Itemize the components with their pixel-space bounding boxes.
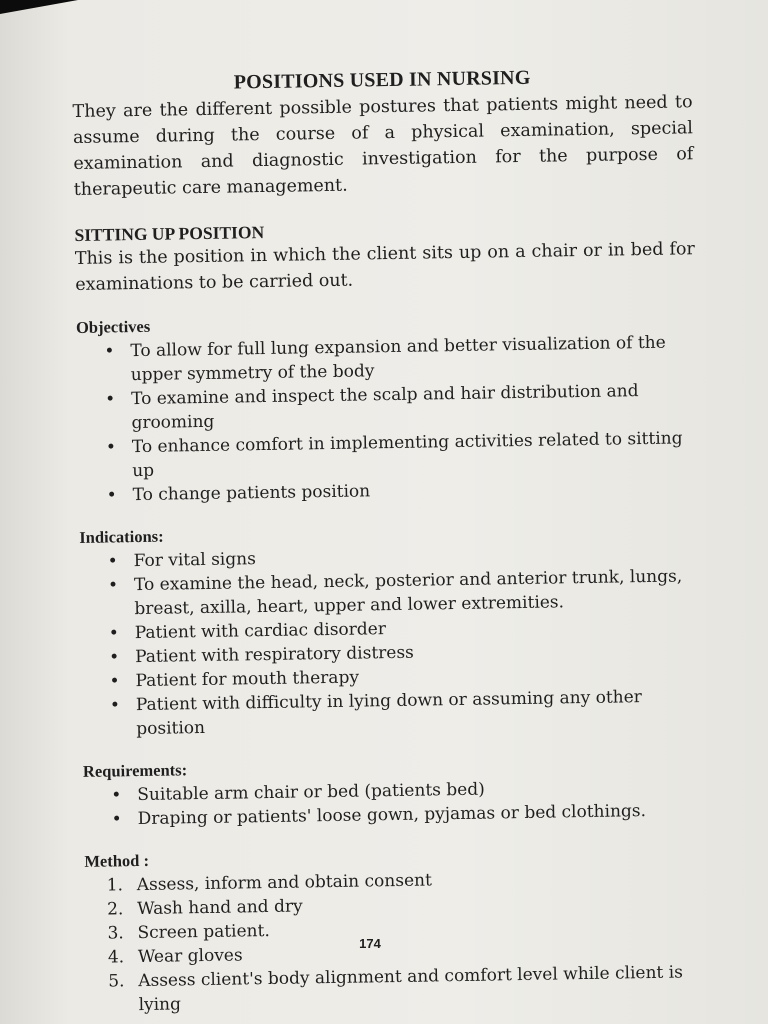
step-number: 5. bbox=[108, 971, 125, 992]
step-text: Wash hand and dry bbox=[136, 896, 303, 920]
list-item: • Patient for mouth therapy bbox=[109, 660, 701, 693]
requirements-heading: Requirements: bbox=[82, 760, 188, 781]
list-item: • Suitable arm chair or bed (patients bed) bbox=[111, 774, 703, 807]
step-text: Wear gloves bbox=[137, 945, 243, 968]
step-text: Assess client's body alignment and comfort level while client is lying bbox=[138, 962, 684, 1016]
step-number: 3. bbox=[107, 923, 124, 944]
list-item: • Patient with difficulty in lying down or assuming any other position bbox=[110, 684, 703, 741]
step-text: Screen patient. bbox=[137, 921, 270, 944]
page-corner-shadow bbox=[0, 0, 78, 14]
method-step bbox=[108, 960, 707, 1017]
step-text: Assess, inform and obtain consent bbox=[136, 870, 432, 896]
requirements-list bbox=[83, 774, 704, 832]
page-title: POSITIONS USED IN NURSING bbox=[233, 66, 531, 94]
indications-heading: Indications: bbox=[79, 526, 164, 547]
step-number: 1. bbox=[106, 875, 124, 896]
intro-paragraph: They are the different possible postures that patients might need to assume during the course of a physical examination, special examination and diagnostic investigation for the purpose of therapeutic care management. bbox=[72, 92, 694, 200]
page-content bbox=[72, 64, 707, 1018]
section-description: This is the position in which the client sits up on a chair or in bed for examinations to be carried out. bbox=[74, 239, 695, 295]
objectives-list bbox=[76, 330, 699, 508]
list-item: • To enhance comfort in implementing activities related to sitting up bbox=[106, 426, 699, 483]
objectives-heading: Objectives bbox=[75, 316, 151, 337]
list-item: • To change patients position bbox=[106, 474, 698, 507]
page-number: 174 bbox=[359, 936, 381, 951]
step-number: 4. bbox=[107, 947, 125, 968]
list-item: • To examine the head, neck, posterior and anterior trunk, lungs, breast, axilla, heart, upper and lower extremities. bbox=[108, 564, 701, 621]
indications-list bbox=[79, 540, 702, 742]
list-item: • Patient with respiratory distress bbox=[109, 636, 701, 669]
step-number: 2. bbox=[106, 899, 124, 920]
method-heading: Method : bbox=[84, 850, 150, 871]
list-item: • To allow for full lung expansion and better visualization of the upper symmetry of the body bbox=[104, 330, 697, 387]
list-item: • Draping or patients' loose gown, pyjamas or bed clothings. bbox=[112, 798, 704, 831]
list-item: • For vital signs bbox=[107, 540, 699, 573]
list-item: • To examine and inspect the scalp and hair distribution and grooming bbox=[105, 378, 698, 435]
list-item: • Patient with cardiac disorder bbox=[109, 612, 701, 645]
section-title: SITTING UP POSITION bbox=[74, 222, 265, 245]
